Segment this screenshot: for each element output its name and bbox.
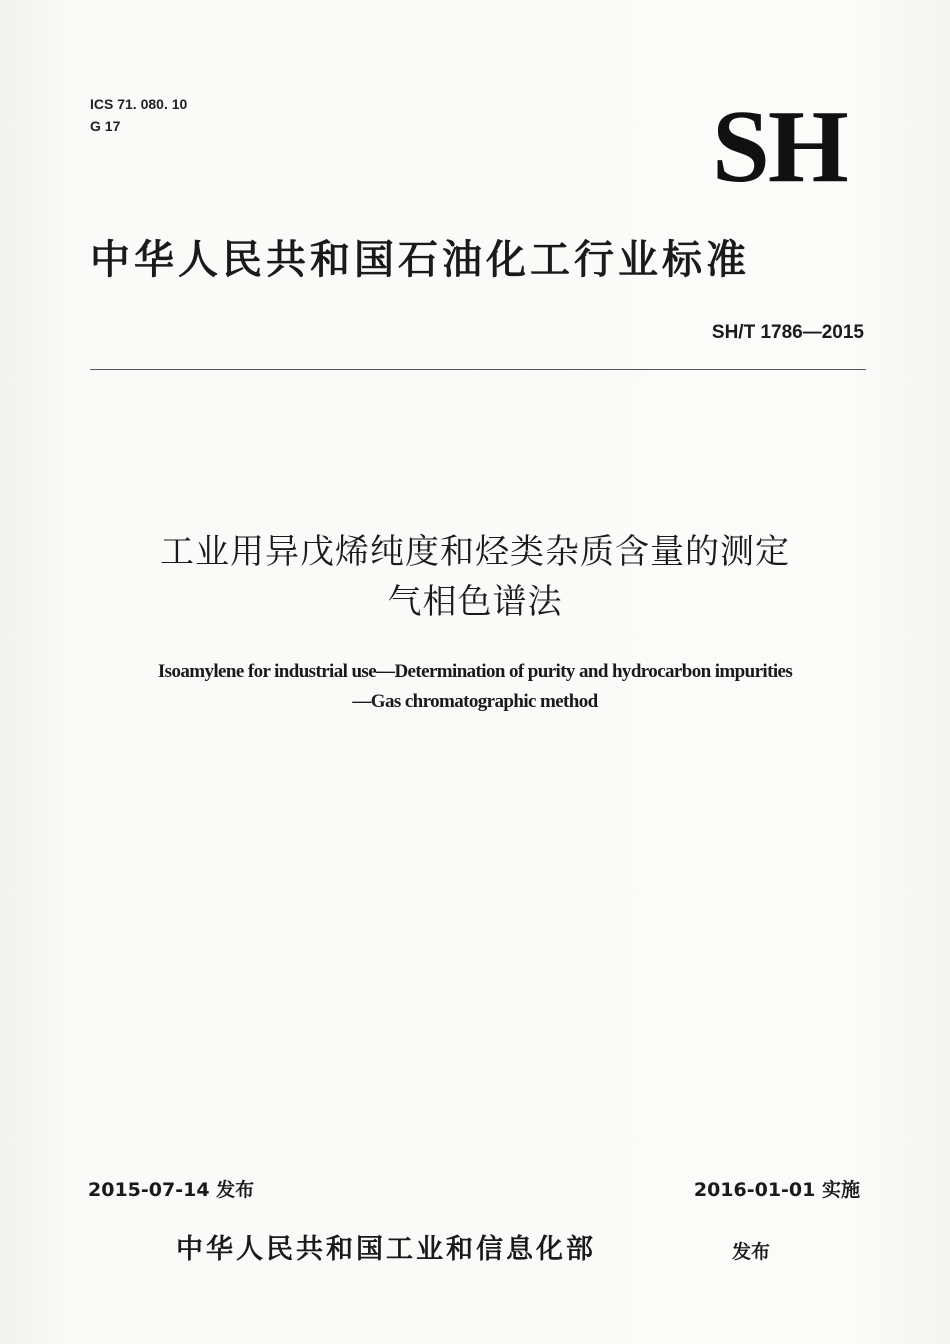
header-divider [90,369,866,370]
chinese-title-line1: 工业用异戊烯纯度和烃类杂质含量的测定 [160,532,790,572]
chinese-title-line2: 气相色谱法 [387,582,563,622]
ics-code: ICS 71. 080. 10 [90,96,188,112]
english-title-line1: Isoamylene for industrial use—Determination of purity and hydrocarbon impurities [157,661,793,682]
industry-standard-title: 中华人民共和国石油化工行业标准 [90,237,750,283]
sh-logo: SH [712,89,847,204]
english-title-line2: —Gas chromatographic method [352,691,598,712]
category-code: G 17 [90,118,121,134]
publish-label: 发布 [732,1241,771,1263]
implementation-date: 2016-01-01 实施 [693,1179,860,1201]
issue-date: 2015-07-14 发布 [88,1179,255,1201]
standard-number: SH/T 1786—2015 [711,322,864,343]
publisher: 中华人民共和国工业和信息化部 [176,1234,596,1265]
